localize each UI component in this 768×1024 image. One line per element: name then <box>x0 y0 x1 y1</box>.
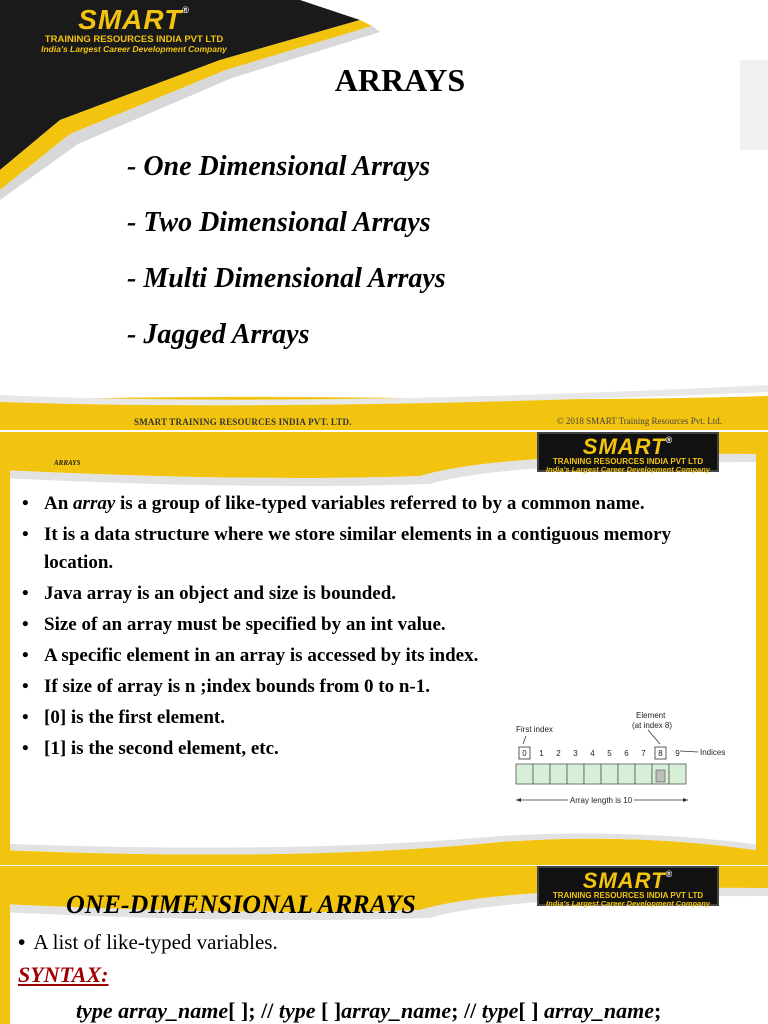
highlighted-element <box>656 770 665 782</box>
index-label: 8 <box>658 749 663 758</box>
bullet-item: • [1] is the second element, etc. <box>22 735 542 763</box>
index-label: 4 <box>590 749 595 758</box>
indices-label: Indices <box>700 748 726 757</box>
array-cell <box>669 764 686 784</box>
footer-copyright: © 2018 SMART Training Resources Pvt. Ltd. <box>556 416 722 426</box>
topic-item: - Jagged Arrays <box>127 319 310 350</box>
footer-company: SMART TRAINING RESOURCES INDIA PVT. LTD. <box>134 417 352 427</box>
index-label: 9 <box>675 749 680 758</box>
bullet-item: • If size of array is n ;index bounds from 0 to n-1. <box>22 673 542 701</box>
bullet-item: • A specific element in an array is accessed by its index. <box>22 642 742 670</box>
slide-header: ARRAYS <box>54 459 81 467</box>
slide-title: ARRAYS <box>334 62 466 98</box>
bullet-item: • An array is a group of like-typed variables referred to by a common name. <box>22 490 742 518</box>
array-cells <box>516 764 686 784</box>
smart-logo: SMART® TRAINING RESOURCES INDIA PVT LTD India's Largest Career Development Company <box>537 866 719 906</box>
index-label: 7 <box>641 749 646 758</box>
smart-logo: SMART® TRAINING RESOURCES INDIA PVT LTD India's Largest Career Development Company <box>537 432 719 472</box>
slide-title: ONE-DIMENSIONAL ARRAYS <box>66 890 416 919</box>
array-cell <box>635 764 652 784</box>
array-cell <box>533 764 550 784</box>
array-diagram-svg <box>512 708 732 808</box>
bullet-item: • A list of like-typed variables. <box>18 930 278 954</box>
array-cell <box>567 764 584 784</box>
index-label: 6 <box>624 749 629 758</box>
index-labels <box>519 747 680 759</box>
bullet-item: • It is a data structure where we store similar elements in a contiguous memory location. <box>22 521 742 577</box>
index-label: 0 <box>522 749 527 758</box>
smart-logo: SMART® TRAINING RESOURCES INDIA PVT LTD India's Largest Career Development Company <box>41 4 227 54</box>
array-cell <box>618 764 635 784</box>
slide-3 <box>0 866 768 1024</box>
slide-1 <box>0 0 768 430</box>
syntax-label: SYNTAX: <box>18 962 109 987</box>
array-diagram <box>512 708 732 808</box>
array-cell <box>516 764 533 784</box>
array-cell <box>584 764 601 784</box>
array-cell <box>601 764 618 784</box>
array-length-label: Array length is 10 <box>569 796 633 805</box>
topic-item: - Two Dimensional Arrays <box>127 207 431 238</box>
bullet-item: • Size of an array must be specified by an int value. <box>22 611 742 639</box>
topic-item: - Multi Dimensional Arrays <box>127 263 446 294</box>
bullet-item: • [0] is the first element. <box>22 704 542 732</box>
topic-item: - One Dimensional Arrays <box>127 151 431 182</box>
index-label: 1 <box>539 749 544 758</box>
index-label: 2 <box>556 749 561 758</box>
element-label: Element <box>636 711 666 720</box>
first-index-label: First index <box>516 725 553 734</box>
syntax-code: type array_name[ ]; // type [ ]array_name; // type[ ] array_name; <box>76 998 662 1023</box>
index-label: 3 <box>573 749 578 758</box>
topic-list <box>127 150 446 374</box>
slide-2 <box>0 432 768 865</box>
index-label: 5 <box>607 749 612 758</box>
array-cell <box>550 764 567 784</box>
bullet-item: • Java array is an object and size is bounded. <box>22 580 742 608</box>
element-sublabel: (at index 8) <box>632 721 673 730</box>
